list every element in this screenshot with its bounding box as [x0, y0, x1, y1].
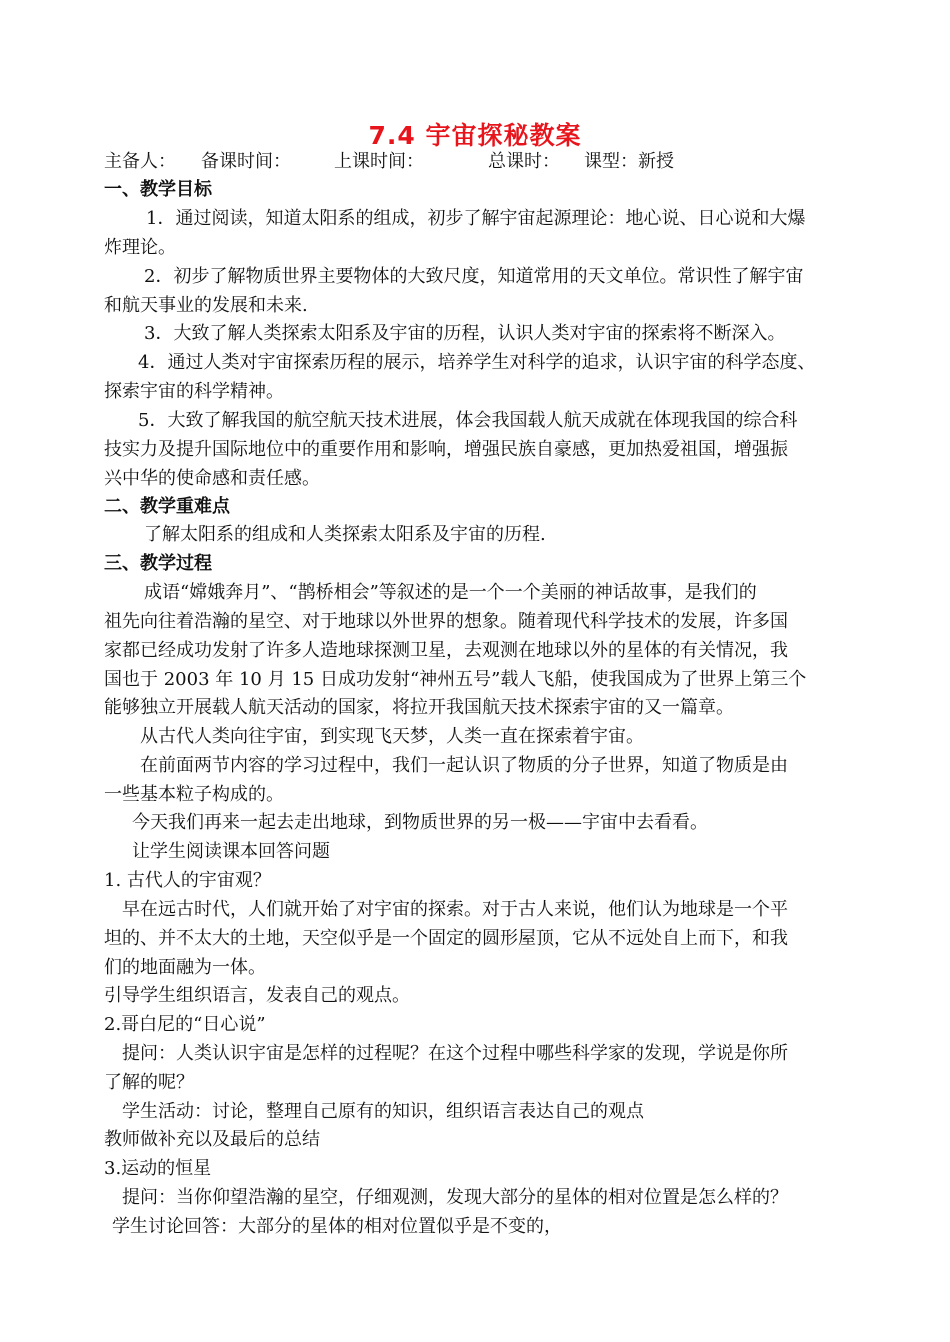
section-heading-process: 三、教学过程 [104, 553, 212, 574]
paragraph-line: 让学生阅读课本回答问题 [132, 841, 330, 862]
paragraph-line: 了解太阳系的组成和人类探索太阳系及宇宙的历程. [144, 524, 546, 545]
meta-preparer: 主备人： [104, 151, 176, 172]
paragraph-line: 3.运动的恒星 [104, 1158, 212, 1179]
paragraph-line: 3．大致了解人类探索太阳系及宇宙的历程，认识人类对宇宙的探索将不断深入。 [144, 323, 786, 344]
paragraph-line: 提问：人类认识宇宙是怎样的过程呢？在这个过程中哪些科学家的发现，学说是你所 [122, 1043, 788, 1064]
paragraph-line: 1. 古代人的宇宙观？ [104, 870, 271, 891]
paragraph-line: 今天我们再来一起去走出地球，到物质世界的另一极——宇宙中去看看。 [132, 812, 708, 833]
meta-class-time: 上课时间： [334, 151, 424, 172]
page-title: 7.4 宇宙探秘教案 [368, 121, 582, 150]
paragraph-line: 兴中华的使命感和责任感。 [104, 468, 320, 489]
section-heading-objectives: 一、教学目标 [104, 179, 212, 200]
paragraph-line: 祖先向往着浩瀚的星空、对于地球以外世界的想象。随着现代科学技术的发展，许多国 [104, 611, 788, 632]
paragraph-line: 2．初步了解物质世界主要物体的大致尺度，知道常用的天文单位。常识性了解宇宙 [144, 266, 804, 287]
paragraph-line: 能够独立开展载人航天活动的国家，将拉开我国航天技术探索宇宙的又一篇章。 [104, 697, 734, 718]
paragraph-line: 了解的呢？ [104, 1072, 194, 1093]
paragraph-line: 探索宇宙的科学精神。 [104, 381, 284, 402]
paragraph-line: 提问：当你仰望浩瀚的星空，仔细观测，发现大部分的星体的相对位置是怎么样的？ [122, 1187, 788, 1208]
meta-total-hours: 总课时： [488, 151, 560, 172]
paragraph-line: 从古代人类向往宇宙，到实现飞天梦，人类一直在探索着宇宙。 [140, 726, 644, 747]
paragraph-line: 引导学生组织语言，发表自己的观点。 [104, 985, 410, 1006]
paragraph-line: 们的地面融为一体。 [104, 957, 266, 978]
meta-prep-time: 备课时间： [201, 151, 291, 172]
paragraph-line: 学生活动：讨论，整理自己原有的知识，组织语言表达自己的观点 [122, 1101, 644, 1122]
paragraph-line: 教师做补充以及最后的总结 [104, 1129, 320, 1150]
lesson-meta-row [104, 149, 674, 175]
paragraph-line: 和航天事业的发展和未来. [104, 295, 308, 316]
paragraph-line: 一些基本粒子构成的。 [104, 784, 284, 805]
paragraph-line: 成语“嫦娥奔月”、“鹊桥相会”等叙述的是一个一个美丽的神话故事，是我们的 [144, 582, 757, 603]
section-heading-key-points: 二、教学重难点 [104, 496, 230, 517]
paragraph-line: 4．通过人类对宇宙探索历程的展示，培养学生对科学的追求，认识宇宙的科学态度、 [138, 352, 816, 373]
paragraph-line: 国也于 2003 年 10 月 15 日成功发射“神州五号”载人飞船，使我国成为了世界上第三个 [104, 669, 807, 690]
paragraph-line: 学生讨论回答：大部分的星体的相对位置似乎是不变的， [112, 1216, 562, 1237]
paragraph-line: 家都已经成功发射了许多人造地球探测卫星，去观测在地球以外的星体的有关情况，我 [104, 640, 788, 661]
paragraph-line: 5．大致了解我国的航空航天技术进展，体会我国载人航天成就在体现我国的综合科 [138, 410, 798, 431]
paragraph-line: 坦的、并不太大的土地，天空似乎是一个固定的圆形屋顶，它从不远处自上而下，和我 [104, 928, 788, 949]
meta-lesson-type: 课型：新授 [584, 151, 674, 172]
paragraph-line: 炸理论。 [104, 237, 176, 258]
paragraph-line: 早在远古时代，人们就开始了对宇宙的探索。对于古人来说，他们认为地球是一个平 [122, 899, 788, 920]
paragraph-line: 1．通过阅读，知道太阳系的组成，初步了解宇宙起源理论：地心说、日心说和大爆 [146, 208, 806, 229]
paragraph-line: 在前面两节内容的学习过程中，我们一起认识了物质的分子世界，知道了物质是由 [140, 755, 788, 776]
paragraph-line: 2.哥白尼的“日心说” [104, 1014, 266, 1035]
paragraph-line: 技实力及提升国际地位中的重要作用和影响，增强民族自豪感，更加热爱祖国，增强振 [104, 439, 788, 460]
